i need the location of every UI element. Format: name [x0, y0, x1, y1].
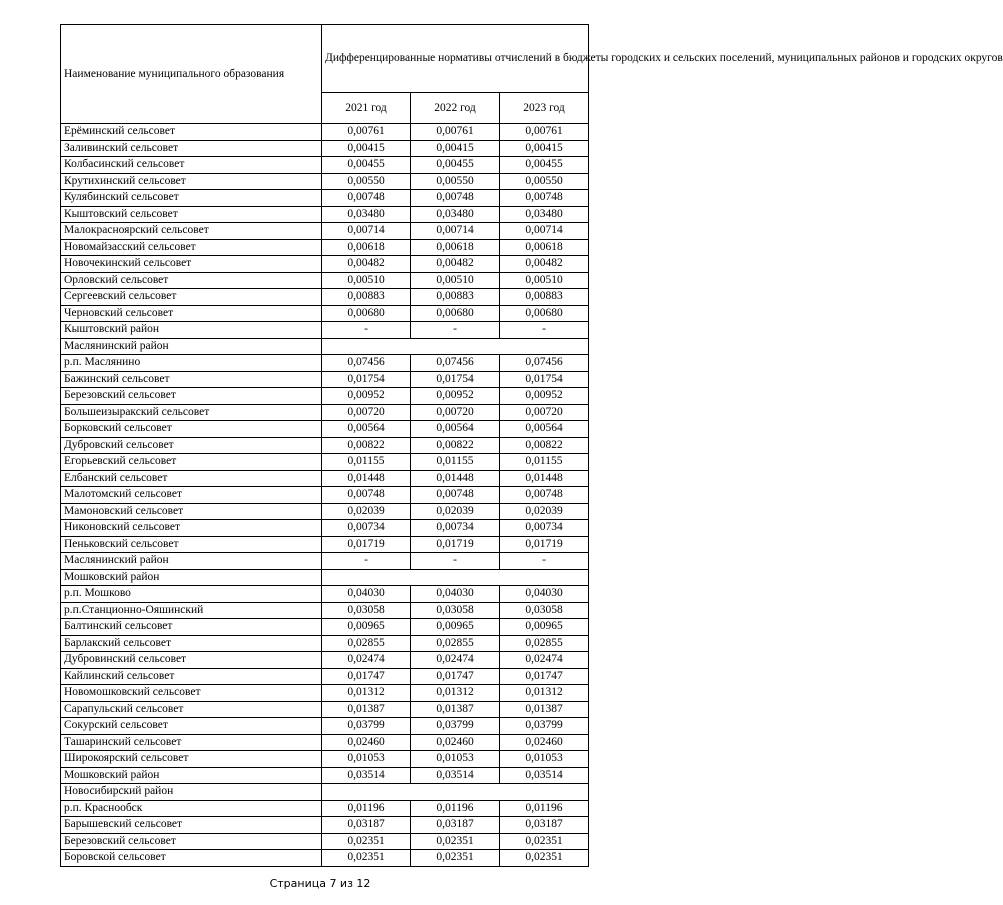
table-row [61, 223, 589, 240]
norm-value-cell: 0,03058 [322, 602, 411, 619]
table-row [61, 355, 589, 372]
norm-value-cell: 0,07456 [411, 355, 500, 372]
norm-value-cell: - [500, 553, 589, 570]
table-row [61, 470, 589, 487]
municipality-name: Колбасинский сельсовет [61, 157, 322, 174]
norm-value-cell: 0,02351 [322, 850, 411, 867]
norm-value-cell: 0,01387 [322, 701, 411, 718]
municipality-name: Елбанский сельсовет [61, 470, 322, 487]
norm-value-cell: 0,00455 [411, 157, 500, 174]
norm-value-cell: 0,01312 [322, 685, 411, 702]
municipality-name: Кайлинский сельсовет [61, 668, 322, 685]
table-row [61, 586, 589, 603]
table-row [61, 272, 589, 289]
norm-value-cell: 0,03058 [500, 602, 589, 619]
norm-value-cell: 0,00680 [411, 305, 500, 322]
norm-value-cell: 0,00564 [500, 421, 589, 438]
section-title: Новосибирский район [61, 784, 322, 801]
table-row [61, 619, 589, 636]
table-row [61, 256, 589, 273]
norm-value-cell: 0,00482 [322, 256, 411, 273]
norm-value-cell: 0,02351 [500, 833, 589, 850]
norm-value-cell: 0,00550 [322, 173, 411, 190]
norm-value-cell: 0,02039 [322, 503, 411, 520]
norms-table [60, 24, 1003, 867]
municipality-name: Большеизыракский сельсовет [61, 404, 322, 421]
norm-value-cell: 0,04030 [500, 586, 589, 603]
norm-value-cell: 0,00510 [500, 272, 589, 289]
norm-value-cell: 0,01196 [322, 800, 411, 817]
norm-value-cell: 0,00734 [500, 520, 589, 537]
municipality-name: Дубровинский сельсовет [61, 652, 322, 669]
norm-value-cell: 0,03799 [500, 718, 589, 735]
municipality-name: Сарапульский сельсовет [61, 701, 322, 718]
norm-value-cell: 0,01387 [411, 701, 500, 718]
municipality-name: Ерёминский сельсовет [61, 124, 322, 141]
table-row [61, 190, 589, 207]
table-row [61, 124, 589, 141]
column-header-year: 2022 год [411, 92, 500, 123]
norm-value-cell: 0,00761 [322, 124, 411, 141]
section-empty-cell [322, 784, 589, 801]
municipality-name: Широкоярский сельсовет [61, 751, 322, 768]
norm-value-cell: 0,00680 [322, 305, 411, 322]
norm-value-cell: 0,01747 [411, 668, 500, 685]
norm-value-cell: 0,00564 [411, 421, 500, 438]
norm-value-cell: 0,02460 [322, 734, 411, 751]
norm-value-cell: 0,00510 [411, 272, 500, 289]
municipality-name: р.п.Станционно-Ояшинский [61, 602, 322, 619]
table-row [61, 751, 589, 768]
table-row [61, 668, 589, 685]
municipality-name: Сергеевский сельсовет [61, 289, 322, 306]
norm-value-cell: 0,00883 [411, 289, 500, 306]
table-row [61, 421, 589, 438]
table-row [61, 767, 589, 784]
norm-value-cell: 0,00415 [500, 140, 589, 157]
norm-value-cell: 0,01747 [500, 668, 589, 685]
municipality-name: Никоновский сельсовет [61, 520, 322, 537]
norm-value-cell: 0,00415 [411, 140, 500, 157]
norm-value-cell: 0,00822 [500, 437, 589, 454]
norm-value-cell: 0,00952 [500, 388, 589, 405]
norm-value-cell: 0,01155 [322, 454, 411, 471]
norm-value-cell: 0,03480 [411, 206, 500, 223]
municipality-name: Березовский сельсовет [61, 833, 322, 850]
table-row [61, 817, 589, 834]
norm-value-cell: 0,02460 [411, 734, 500, 751]
table-row [61, 289, 589, 306]
norm-value-cell: 0,01747 [322, 668, 411, 685]
municipality-name: Черновский сельсовет [61, 305, 322, 322]
norm-value-cell: 0,00720 [411, 404, 500, 421]
norm-value-cell: 0,03187 [322, 817, 411, 834]
table-row [61, 520, 589, 537]
norm-value-cell: 0,01196 [411, 800, 500, 817]
norm-value-cell: 0,03799 [322, 718, 411, 735]
table-row [61, 850, 589, 867]
norm-value-cell: 0,00965 [322, 619, 411, 636]
table-row [61, 206, 589, 223]
table-row [61, 734, 589, 751]
municipality-name: Мамоновский сельсовет [61, 503, 322, 520]
municipality-name: Кулябинский сельсовет [61, 190, 322, 207]
norm-value-cell: 0,07456 [500, 355, 589, 372]
norm-value-cell: 0,02474 [500, 652, 589, 669]
table-row [61, 602, 589, 619]
municipality-name: Новочекинский сельсовет [61, 256, 322, 273]
norm-value-cell: 0,04030 [322, 586, 411, 603]
table-row [61, 388, 589, 405]
norm-value-cell: 0,00714 [500, 223, 589, 240]
table-row [61, 635, 589, 652]
norm-value-cell: 0,01448 [500, 470, 589, 487]
table-row [61, 553, 589, 570]
table-row [61, 685, 589, 702]
norm-value-cell: 0,02855 [500, 635, 589, 652]
section-empty-cell [322, 338, 589, 355]
norm-value-cell: - [322, 553, 411, 570]
norm-value-cell: 0,00510 [322, 272, 411, 289]
norm-value-cell: 0,02039 [500, 503, 589, 520]
table-row [61, 322, 589, 339]
norm-value-cell: 0,00761 [411, 124, 500, 141]
norm-value-cell: 0,01053 [322, 751, 411, 768]
norm-value-cell: 0,03514 [411, 767, 500, 784]
norm-value-cell: 0,00748 [500, 190, 589, 207]
municipality-name: Малотомский сельсовет [61, 487, 322, 504]
norm-value-cell: 0,03514 [322, 767, 411, 784]
municipality-name: Барышевский сельсовет [61, 817, 322, 834]
norm-value-cell: 0,01155 [411, 454, 500, 471]
norm-value-cell: 0,02460 [500, 734, 589, 751]
norm-value-cell: 0,00455 [322, 157, 411, 174]
norm-value-cell: 0,02351 [322, 833, 411, 850]
norm-value-cell: 0,00550 [411, 173, 500, 190]
table-row [61, 239, 589, 256]
norm-value-cell: 0,00761 [500, 124, 589, 141]
norm-value-cell: 0,01196 [500, 800, 589, 817]
norm-value-cell: 0,02855 [411, 635, 500, 652]
norm-value-cell: 0,00965 [500, 619, 589, 636]
norm-value-cell: 0,02855 [322, 635, 411, 652]
municipality-name: Егорьевский сельсовет [61, 454, 322, 471]
norm-value-cell: 0,00564 [322, 421, 411, 438]
norm-value-cell: 0,00482 [500, 256, 589, 273]
norm-value-cell: 0,00550 [500, 173, 589, 190]
municipality-name: р.п. Маслянино [61, 355, 322, 372]
norm-value-cell: 0,00618 [322, 239, 411, 256]
municipality-name: Ташаринский сельсовет [61, 734, 322, 751]
municipality-name: Крутихинский сельсовет [61, 173, 322, 190]
table-row [61, 404, 589, 421]
norm-value-cell: - [411, 553, 500, 570]
norm-value-cell: 0,03799 [411, 718, 500, 735]
norm-value-cell: 0,00748 [322, 487, 411, 504]
table-row [61, 157, 589, 174]
norm-value-cell: 0,00714 [411, 223, 500, 240]
norm-value-cell: 0,01448 [322, 470, 411, 487]
norm-value-cell: 0,01719 [500, 536, 589, 553]
municipality-name: р.п. Краснообск [61, 800, 322, 817]
norm-value-cell: 0,01719 [411, 536, 500, 553]
section-title: Мошковский район [61, 569, 322, 586]
norm-value-cell: 0,01053 [411, 751, 500, 768]
norm-value-cell: 0,01312 [500, 685, 589, 702]
norm-value-cell: 0,00822 [411, 437, 500, 454]
norm-value-cell: 0,02474 [322, 652, 411, 669]
municipality-name: Пеньковский сельсовет [61, 536, 322, 553]
norm-value-cell: 0,01448 [411, 470, 500, 487]
table-row [61, 305, 589, 322]
norm-value-cell: 0,00415 [322, 140, 411, 157]
norm-value-cell: 0,01155 [500, 454, 589, 471]
norm-value-cell: 0,01312 [411, 685, 500, 702]
municipality-name: Боровской сельсовет [61, 850, 322, 867]
column-header-year: 2023 год [500, 92, 589, 123]
table-row [61, 718, 589, 735]
norm-value-cell: 0,04030 [411, 586, 500, 603]
norm-value-cell: 0,00618 [411, 239, 500, 256]
norm-value-cell: 0,02351 [411, 850, 500, 867]
norm-value-cell: - [411, 322, 500, 339]
municipality-name: Заливинский сельсовет [61, 140, 322, 157]
norm-value-cell: 0,00714 [322, 223, 411, 240]
municipality-name: Сокурский сельсовет [61, 718, 322, 735]
table-row [61, 173, 589, 190]
norm-value-cell: 0,00482 [411, 256, 500, 273]
table-row [61, 800, 589, 817]
norm-value-cell: 0,00720 [322, 404, 411, 421]
norm-value-cell: 0,03480 [500, 206, 589, 223]
municipality-name: Новомошковский сельсовет [61, 685, 322, 702]
norm-value-cell: 0,00822 [322, 437, 411, 454]
table-row [61, 487, 589, 504]
section-row [61, 338, 589, 355]
page-number: Страница 7 из 12 [269, 877, 371, 890]
municipality-name: Борковский сельсовет [61, 421, 322, 438]
norm-value-cell: 0,00720 [500, 404, 589, 421]
norm-value-cell: 0,01754 [500, 371, 589, 388]
norm-value-cell: 0,02474 [411, 652, 500, 669]
municipality-name: Барлакский сельсовет [61, 635, 322, 652]
norm-value-cell: 0,07456 [322, 355, 411, 372]
table-row [61, 437, 589, 454]
section-title: Маслянинский район [61, 338, 322, 355]
norm-value-cell: 0,02351 [500, 850, 589, 867]
municipality-name: Новомайзасский сельсовет [61, 239, 322, 256]
section-empty-cell [322, 569, 589, 586]
norm-value-cell: 0,03187 [411, 817, 500, 834]
norm-value-cell: 0,00748 [411, 190, 500, 207]
norm-value-cell: 0,03058 [411, 602, 500, 619]
table-row [61, 371, 589, 388]
municipality-name: Кыштовский район [61, 322, 322, 339]
norm-value-cell: - [500, 322, 589, 339]
norm-value-cell: 0,00883 [500, 289, 589, 306]
table-row [61, 701, 589, 718]
table-row [61, 140, 589, 157]
table-row [61, 503, 589, 520]
section-row [61, 569, 589, 586]
norm-value-cell: 0,00952 [322, 388, 411, 405]
norm-value-cell: - [322, 322, 411, 339]
municipality-name: Малокрасноярский сельсовет [61, 223, 322, 240]
municipality-name: Орловский сельсовет [61, 272, 322, 289]
norm-value-cell: 0,00734 [411, 520, 500, 537]
norm-value-cell: 0,00618 [500, 239, 589, 256]
norm-value-cell: 0,00734 [322, 520, 411, 537]
norm-value-cell: 0,02351 [411, 833, 500, 850]
municipality-name: Кыштовский сельсовет [61, 206, 322, 223]
norm-value-cell: 0,01387 [500, 701, 589, 718]
table-row [61, 833, 589, 850]
norm-value-cell: 0,01053 [500, 751, 589, 768]
municipality-name: Балтинский сельсовет [61, 619, 322, 636]
norm-value-cell: 0,00965 [411, 619, 500, 636]
municipality-name: Бажинский сельсовет [61, 371, 322, 388]
norm-value-cell: 0,00952 [411, 388, 500, 405]
norm-value-cell: 0,00748 [500, 487, 589, 504]
norm-value-cell: 0,03514 [500, 767, 589, 784]
norm-value-cell: 0,01754 [322, 371, 411, 388]
municipality-name: Мошковский район [61, 767, 322, 784]
municipality-name: р.п. Мошково [61, 586, 322, 603]
norm-value-cell: 0,00883 [322, 289, 411, 306]
column-header-year: 2021 год [322, 92, 411, 123]
norm-value-cell: 0,00455 [500, 157, 589, 174]
table-row [61, 536, 589, 553]
norm-value-cell: 0,00680 [500, 305, 589, 322]
table-row [61, 454, 589, 471]
section-row [61, 784, 589, 801]
norm-value-cell: 0,01719 [322, 536, 411, 553]
municipality-name: Березовский сельсовет [61, 388, 322, 405]
norm-value-cell: 0,02039 [411, 503, 500, 520]
municipality-name: Дубровский сельсовет [61, 437, 322, 454]
norm-value-cell: 0,01754 [411, 371, 500, 388]
norm-value-cell: 0,03480 [322, 206, 411, 223]
norm-value-cell: 0,00748 [322, 190, 411, 207]
column-header-norms: Дифференцированные нормативы отчислений в бюджеты городских и сельских поселений, муниципальных районов и городских округов [322, 25, 589, 93]
municipality-name: Маслянинский район [61, 553, 322, 570]
table-body [61, 124, 589, 867]
table-row [61, 652, 589, 669]
column-header-name: Наименование муниципального образования [61, 25, 322, 124]
norm-value-cell: 0,03187 [500, 817, 589, 834]
norm-value-cell: 0,00748 [411, 487, 500, 504]
